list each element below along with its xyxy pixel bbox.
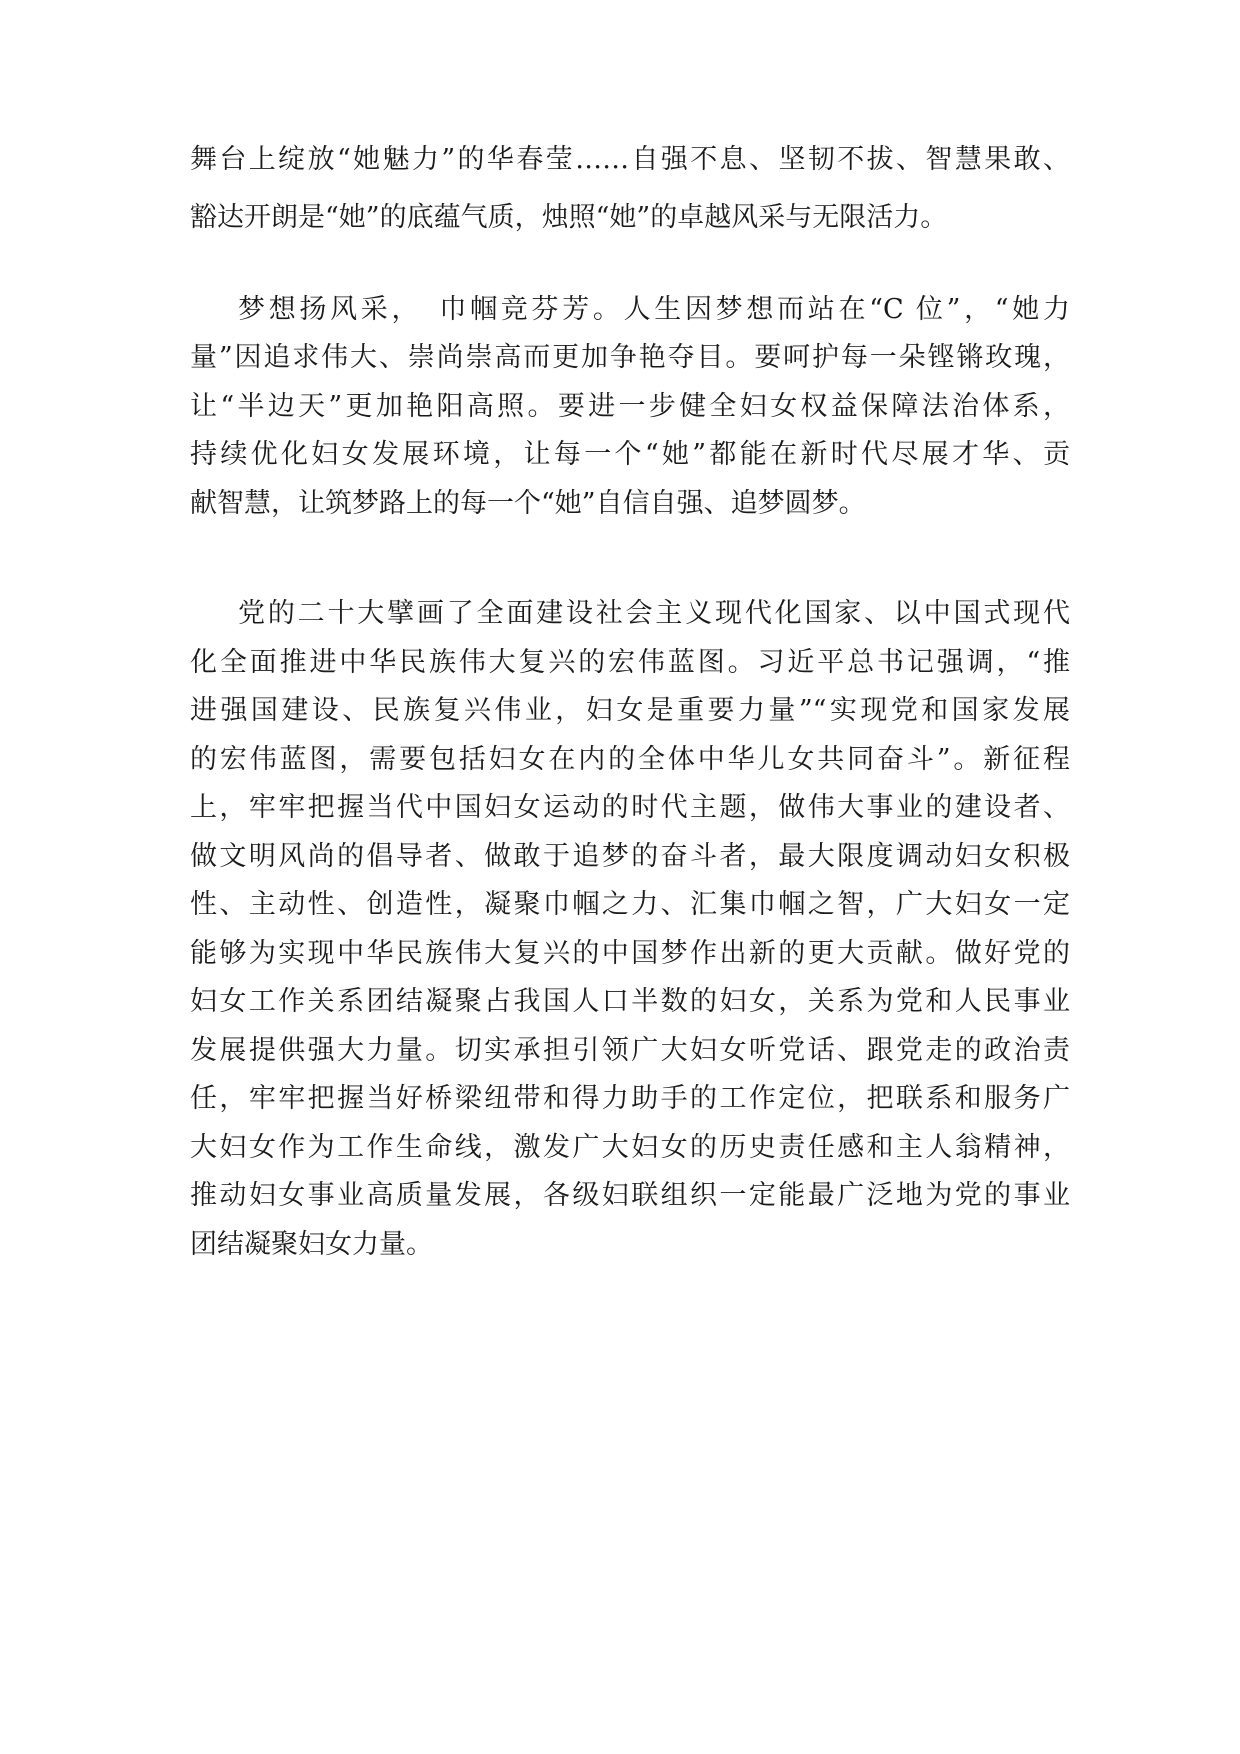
paragraph-2-line-3: 让“半边天”更加艳阳高照。要进一步健全妇女权益保障法治体系， <box>190 391 1070 422</box>
paragraph-3-line-12: 大妇女作为工作生命线，激发广大妇女的历史责任感和主人翁精神， <box>190 1132 1070 1163</box>
paragraph-3-line-3: 进强国建设、民族复兴伟业，妇女是重要力量”“实现党和国家发展 <box>190 695 1070 726</box>
paragraph-3-line-4: 的宏伟蓝图，需要包括妇女在内的全体中华儿女共同奋斗”。新征程 <box>190 744 1070 775</box>
paragraph-3-line-9: 妇女工作关系团结凝聚占我国人口半数的妇女，关系为党和人民事业 <box>190 986 1070 1017</box>
paragraph-3-line-8: 能够为实现中华民族伟大复兴的中国梦作出新的更大贡献。做好党的 <box>190 938 1070 969</box>
paragraph-3-line-14: 团结凝聚妇女力量。 <box>190 1229 433 1260</box>
paragraph-3-line-1: 党的二十大擘画了全面建设社会主义现代化国家、以中国式现代 <box>238 598 1070 629</box>
paragraph-3-line-5: 上，牢牢把握当代中国妇女运动的时代主题，做伟大事业的建设者、 <box>190 792 1070 823</box>
paragraph-2-line-5: 献智慧，让筑梦路上的每一个“她”自信自强、追梦圆梦。 <box>190 488 866 519</box>
paragraph-3-line-11: 任，牢牢把握当好桥梁纽带和得力助手的工作定位，把联系和服务广 <box>190 1083 1070 1114</box>
paragraph-3-line-13: 推动妇女事业高质量发展，各级妇联组织一定能最广泛地为党的事业 <box>190 1180 1070 1211</box>
paragraph-2-line-1: 梦想扬风采， 巾帼竞芬芳。人生因梦想而站在“C 位”，“她力 <box>238 294 1070 325</box>
paragraph-2-line-2: 量”因追求伟大、崇尚崇高而更加争艳夺目。要呵护每一朵铿锵玫瑰， <box>190 342 1070 373</box>
paragraph-1-line-1: 舞台上绽放“她魅力”的华春莹……自强不息、坚韧不拔、智慧果敢、 <box>190 144 1070 175</box>
paragraph-2-line-4: 持续优化妇女发展环境，让每一个“她”都能在新时代尽展才华、贡 <box>190 439 1070 470</box>
paragraph-3-line-6: 做文明风尚的倡导者、做敢于追梦的奋斗者，最大限度调动妇女积极 <box>190 841 1070 872</box>
paragraph-1-line-2: 豁达开朗是“她”的底蕴气质，烛照“她”的卓越风采与无限活力。 <box>190 202 948 233</box>
paragraph-3-line-10: 发展提供强大力量。切实承担引领广大妇女听党话、跟党走的政治责 <box>190 1035 1070 1066</box>
paragraph-3-line-7: 性、主动性、创造性，凝聚巾帼之力、汇集巾帼之智，广大妇女一定 <box>190 889 1070 920</box>
paragraph-3-line-2: 化全面推进中华民族伟大复兴的宏伟蓝图。习近平总书记强调，“推 <box>190 647 1070 678</box>
